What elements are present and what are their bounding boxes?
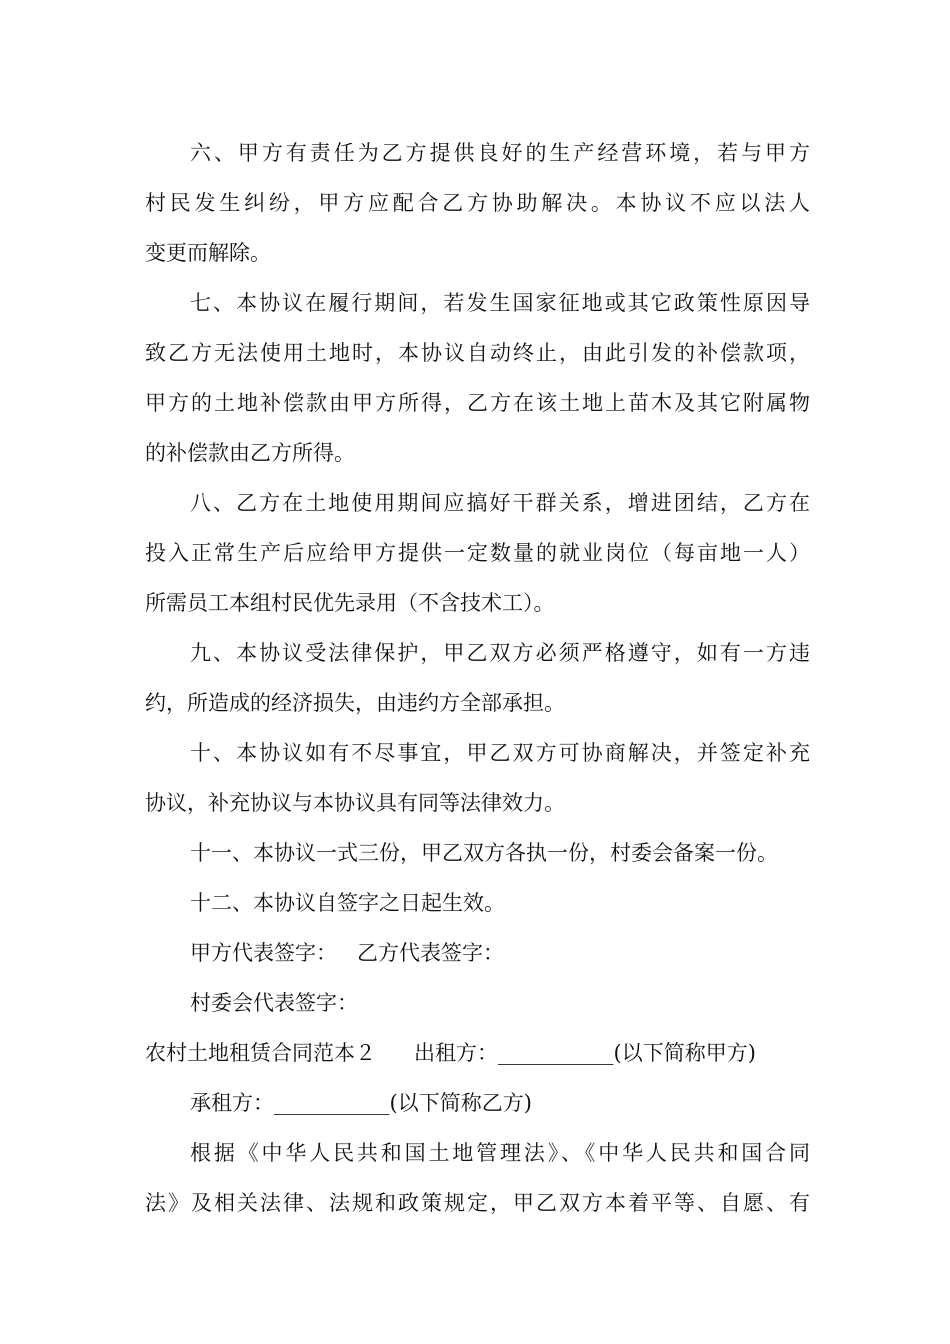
clause-8-line-3: 所需员工本组村民优先录用（不含技术工）。	[145, 591, 555, 615]
clause-7-line-4: 的补偿款由乙方所得。	[145, 441, 355, 465]
party-b-signature-label: 乙方代表签字：	[357, 941, 504, 965]
contract2-header-line	[145, 1028, 810, 1078]
village-committee-signature-label: 村委会代表签字：	[190, 991, 358, 1015]
clause-7-line-2: 致乙方无法使用土地时，本协议自动终止，由此引发的补偿款项，	[145, 341, 810, 365]
preamble-line-1: 根据《中华人民共和国土地管理法》、《中华人民共和国合同	[190, 1141, 810, 1165]
lessor-line: 出租方：___________(以下简称甲方)	[414, 1041, 756, 1065]
signature-line-parties	[145, 928, 810, 978]
document-body	[145, 128, 810, 1228]
clause-6-line-2: 村民发生纠纷，甲方应配合乙方协助解决。本协议不应以法人	[145, 191, 810, 215]
lessee-line: 承租方：___________(以下简称乙方)	[190, 1091, 532, 1115]
clause-8-line-2: 投入正常生产后应给甲方提供一定数量的就业岗位（每亩地一人）	[145, 541, 810, 565]
preamble-line-2: 法》及相关法律、法规和政策规定，甲乙双方本着平等、自愿、有	[145, 1191, 810, 1215]
contract2-title: 农村土地租赁合同范本２	[145, 1041, 376, 1065]
clause-7-line-3: 甲方的土地补偿款由甲方所得，乙方在该土地上苗木及其它附属物	[145, 391, 810, 415]
clause-6-line-3: 变更而解除。	[145, 241, 271, 265]
clause-10-line-2: 协议，补充协议与本协议具有同等法律效力。	[145, 791, 565, 815]
party-a-signature-label: 甲方代表签字：	[190, 941, 337, 965]
clause-9-line-2: 约，所造成的经济损失，由违约方全部承担。	[145, 691, 565, 715]
clause-11: 十一、本协议一式三份，甲乙双方各执一份，村委会备案一份。	[190, 841, 778, 865]
clause-6-line-1: 六、甲方有责任为乙方提供良好的生产经营环境，若与甲方	[190, 141, 810, 165]
clause-8-line-1: 八、乙方在土地使用期间应搞好干群关系，增进团结，乙方在	[190, 491, 810, 515]
clause-12: 十二、本协议自签字之日起生效。	[190, 891, 505, 915]
clause-9-line-1: 九、本协议受法律保护，甲乙双方必须严格遵守，如有一方违	[190, 641, 810, 665]
clause-7-line-1: 七、本协议在履行期间，若发生国家征地或其它政策性原因导	[190, 291, 810, 315]
clause-10-line-1: 十、本协议如有不尽事宜，甲乙双方可协商解决，并签定补充	[190, 741, 810, 765]
